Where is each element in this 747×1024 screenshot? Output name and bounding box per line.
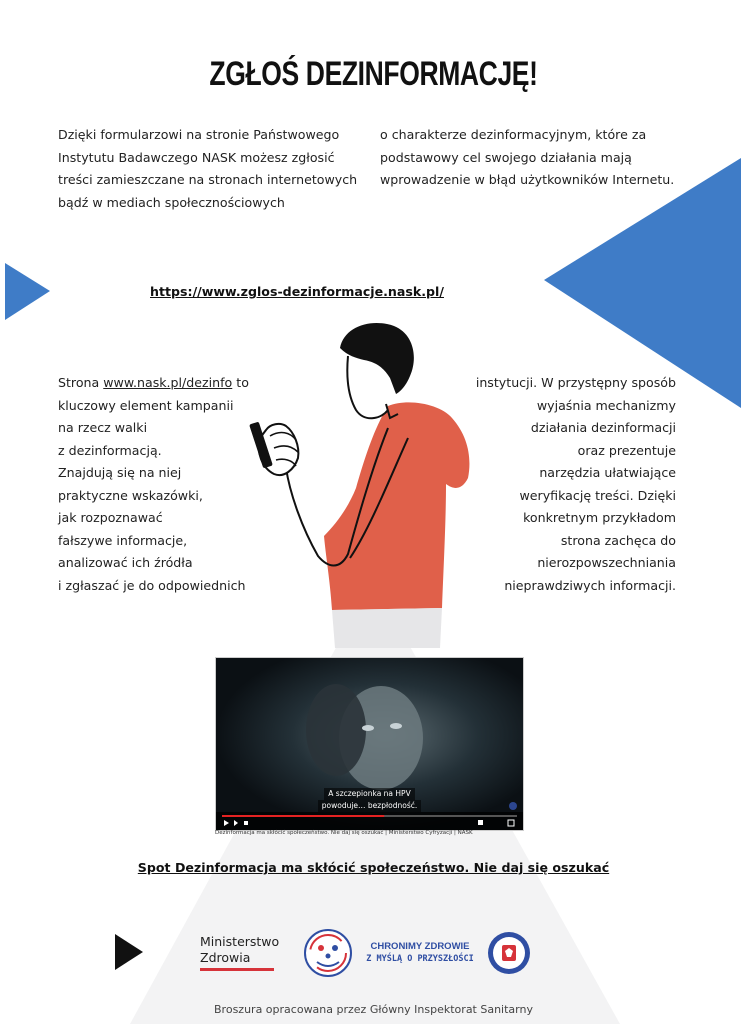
footer-credit: Broszura opracowana przez Główny Inspektorat Sanitarny <box>214 1003 533 1016</box>
middle-right-line: wyjaśnia mechanizmy <box>536 397 676 413</box>
middle-right-line: nieprawdziwych informacji. <box>504 577 676 593</box>
video-controls-bar <box>216 812 523 830</box>
intro-left-line: Dzięki formularzowi na stronie Państwowego <box>58 127 340 142</box>
middle-right-line: weryfikację treści. Dzięki <box>519 487 676 503</box>
subtitle-line: A szczepionka na HPV <box>324 788 414 800</box>
subtitle-line: powoduje… bezpłodność. <box>318 800 421 812</box>
chronimy-line: CHRONIMY ZDROWIE <box>370 941 470 952</box>
nask-dezinfo-link[interactable]: www.nask.pl/dezinfo <box>103 375 233 390</box>
intro-right-line: podstawowy cel swojego działania mają <box>380 149 632 165</box>
gray-pants <box>332 608 442 648</box>
eye <box>362 725 374 731</box>
family-circle-logo-icon <box>303 928 353 978</box>
middle-right-line: oraz prezentuje <box>577 442 676 458</box>
text-prefix: Strona <box>58 375 104 390</box>
intro-left-line: bądź w mediach społecznościowych <box>58 194 285 210</box>
middle-left-line: jak rozpoznawać <box>58 510 163 525</box>
middle-left-line: kluczowy element kampanii <box>58 397 234 413</box>
chronimy-line: Z MYŚLĄ O PRZYSZŁOŚCI <box>366 954 474 964</box>
eye <box>390 723 402 729</box>
video-subtitles <box>216 788 523 812</box>
page-title: ZGŁOŚ DEZINFORMACJĘ! <box>209 55 538 93</box>
middle-right-line: konkretnym przykładom <box>523 510 676 525</box>
middle-left-line: na rzecz walki <box>58 420 148 435</box>
middle-left-line: z dezinformacją. <box>58 442 162 458</box>
woman-hair <box>306 684 366 776</box>
report-url-link[interactable]: https://www.zglos-dezinformacje.nask.pl/ <box>150 284 444 299</box>
blue-triangle-right <box>544 158 741 408</box>
middle-right-line: działania dezinformacji <box>530 420 676 435</box>
video-caption: Dezinformacja ma skłócić społeczeństwo. Nie daj się oszukać | Ministerstwo Cyfryzacji | NASK <box>215 830 473 836</box>
settings-icon <box>478 820 483 825</box>
middle-left-column <box>58 372 318 597</box>
ministry-red-bar <box>200 968 274 971</box>
middle-right-line: strona zachęca do <box>560 532 676 548</box>
middle-right-line: instytucji. W przystępny sposób <box>475 375 676 390</box>
middle-right-line: nierozpowszechniania <box>537 555 676 570</box>
ministry-of-health-logo <box>200 934 279 966</box>
volume-icon <box>244 821 248 825</box>
middle-left-line: i zgłaszać je do odpowiednich <box>58 577 246 593</box>
intro-left-line: treści zamieszczane na stronach internetowych <box>58 172 358 187</box>
video-player[interactable] <box>215 657 524 831</box>
intro-left-line: Instytutu Badawczego NASK możesz zgłosić <box>58 149 335 165</box>
middle-left-line: Znajdują się na niej <box>58 465 182 480</box>
intro-left-column <box>58 124 378 214</box>
chronimy-zdrowie-logo <box>360 941 480 965</box>
middle-left-first-line <box>58 372 318 395</box>
intro-right-column <box>380 124 710 192</box>
ministry-line: Zdrowia <box>200 950 251 965</box>
ministry-line: Ministerstwo <box>200 934 280 949</box>
intro-right-line: o charakterze dezinformacyjnym, które za <box>380 127 647 142</box>
play-triangle-icon <box>115 934 143 970</box>
text-suffix: to <box>232 375 249 390</box>
middle-left-line: fałszywe informacje, <box>58 532 188 548</box>
middle-right-column <box>440 372 676 597</box>
sanitary-inspectorate-seal-icon <box>487 931 531 975</box>
middle-left-line: analizować ich źródła <box>58 555 193 570</box>
middle-left-line: praktyczne wskazówki, <box>58 487 203 503</box>
middle-right-line: narzędzia ułatwiające <box>539 465 676 480</box>
intro-right-line: wprowadzenie w błąd użytkowników Internetu. <box>380 172 675 187</box>
progress-fill <box>222 815 384 817</box>
spot-video-link[interactable]: Spot Dezinformacja ma skłócić społeczeństwo. Nie daj się oszukać <box>137 860 610 875</box>
